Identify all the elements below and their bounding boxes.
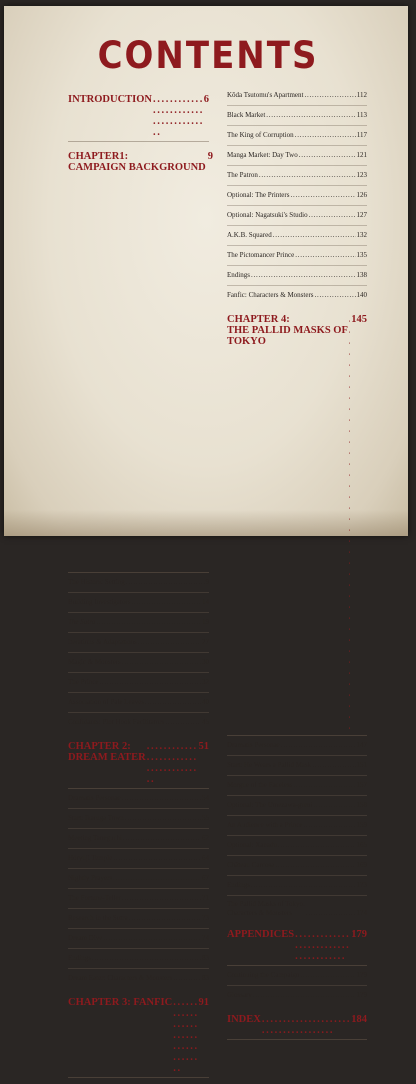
toc-entry[interactable]: Optional: The Printers . . . 126: [227, 186, 367, 206]
toc-entry[interactable]: The Prince . . . 32: [68, 673, 209, 693]
toc-entry[interactable]: Hōryūji Temple . . . 64: [68, 849, 209, 869]
heading-page: 184: [351, 1014, 367, 1025]
toc-entry[interactable]: The Pictomancer Prince . . . 135: [227, 246, 367, 266]
chapter-2-entries: [68, 789, 209, 988]
toc-entry[interactable]: The Patron . . . 123: [227, 166, 367, 186]
toc-heading-index[interactable]: [227, 1014, 367, 1040]
toc-entry[interactable]: Château Carcosa . . . 169: [227, 856, 367, 876]
chapter-1-entries: [68, 573, 209, 732]
toc-entry[interactable]: Start: He Wears a Pallid Mask . . . 151: [227, 756, 367, 776]
chapter-4-entries: [227, 736, 367, 920]
toc-entry[interactable]: Dramatis Personae . . . 147: [227, 736, 367, 756]
chapter-3-entries: [68, 1078, 209, 1084]
toc-entry[interactable]: Start: Ikaruga Town . . . 55: [68, 809, 209, 829]
heading-line-3: TOKYO: [227, 336, 266, 347]
toc-entry[interactable]: Optional: Nagatsuki's Studio . . . 127: [227, 206, 367, 226]
toc-entry[interactable]: The Sutra . . . 19: [68, 613, 209, 633]
toc-entry[interactable]: Optional: Xanadu . . . 165: [227, 836, 367, 856]
toc-heading-chapter-2[interactable]: [68, 741, 209, 789]
toc-entry[interactable]: Association of Pale Leaves . . . 40: [68, 693, 209, 713]
heading-line-1: CHAPTER1:: [68, 151, 129, 162]
toc-entry[interactable]: [68, 1078, 209, 1084]
toc-entry[interactable]: Research in the Sutra . . . 73: [68, 909, 209, 929]
toc-entry[interactable]: Endings . . . 138: [227, 266, 367, 286]
heading-label: APPENDICES: [227, 929, 295, 940]
page-title: CONTENTS: [97, 34, 319, 78]
toc-entry[interactable]: The King of Corruption . . . 117: [227, 126, 367, 146]
toc-entry[interactable]: Meeting Taneguchi . . . 62: [68, 829, 209, 849]
toc-entry[interactable]: Dramatis Personae . . . 54: [68, 789, 209, 809]
toc-left-column: [68, 94, 214, 1084]
toc-entry[interactable]: Optional: The Umezawa-gumi . . . 158: [227, 796, 367, 816]
heading-page: 179: [351, 929, 367, 940]
toc-entry[interactable]: Continuing the Campaign . . . 179: [227, 966, 367, 986]
heading-page: 91: [198, 997, 209, 1008]
toc-entry[interactable]: Iterations & Adaptations . . . 27: [68, 633, 209, 653]
heading-label: INTRODUCTION: [68, 94, 153, 105]
heading-page: 51: [198, 741, 209, 752]
heading-line-1: CHAPTER 2:: [68, 741, 131, 752]
toc-entry[interactable]: Black Market . . . 113: [227, 106, 367, 126]
toc-entry[interactable]: A.K.B. Squared . . . 132: [227, 226, 367, 246]
toc-heading-chapter-3[interactable]: [68, 997, 209, 1078]
heading-line-1: CHAPTER 4:: [227, 314, 290, 325]
toc-heading-chapter-4[interactable]: [227, 314, 367, 736]
toc-entry[interactable]: An Audience with a Prince . . . 159: [227, 816, 367, 836]
heading-page: 9: [207, 151, 214, 162]
toc-entry[interactable]: Endings . . . 173: [227, 876, 367, 896]
heading-line-2: CAMPAIGN BACKGROUND: [68, 162, 206, 173]
toc-entry[interactable]: Morgue of the Faceless . . . 157: [227, 776, 367, 796]
toc-entry[interactable]: Building Investigators . . . 14: [68, 593, 209, 613]
chapter-3-entries-continued: [227, 86, 367, 305]
toc-entry[interactable]: Dream Dive . . . 74: [68, 929, 209, 949]
heading-page: 145: [351, 314, 367, 325]
toc-entry[interactable]: Nightly Prayers . . . 67: [68, 869, 209, 889]
appendices-entries: [227, 966, 367, 1005]
toc-entry[interactable]: Kōda Tsutomu's Apartment . . . 112: [227, 86, 367, 106]
toc-entry[interactable]: Manga Market: Day Two . . . 121: [227, 146, 367, 166]
toc-heading-introduction[interactable]: [68, 94, 209, 142]
toc-entry[interactable]: Dream Eater: Characters & Monsters . . . 83: [68, 969, 209, 988]
toc-entry[interactable]: Confidants: Plot Hook Facilitators . . . 45: [68, 713, 209, 732]
toc-entry[interactable]: The Pallid Masks of Tokyo: Characters & Monsters . . . 174: [227, 896, 367, 920]
heading-label: CHAPTER 3: FANFIC: [68, 997, 173, 1008]
toc-right-column: [227, 86, 367, 1040]
heading-page: 6: [203, 94, 209, 105]
toc-entry[interactable]: The Historic Setting . . . 9: [68, 573, 209, 593]
heading-line-2: THE PALLID MASKS OF: [227, 325, 348, 336]
toc-entry[interactable]: Glossary . . . 179: [227, 986, 367, 1005]
toc-entry[interactable]: Fanfic: Characters & Monsters . . . 140: [227, 286, 367, 305]
heading-line-2: DREAM EATER: [68, 752, 146, 763]
heading-label: INDEX: [227, 1014, 261, 1025]
toc-entry[interactable]: Magic & Monsters . . . 30: [68, 653, 209, 673]
toc-entry[interactable]: Endings . . . 83: [68, 949, 209, 969]
toc-heading-appendices[interactable]: [227, 929, 367, 966]
toc-entry[interactable]: The Fortune-Teller . . . 71: [68, 889, 209, 909]
toc-heading-chapter-1[interactable]: [68, 151, 214, 573]
